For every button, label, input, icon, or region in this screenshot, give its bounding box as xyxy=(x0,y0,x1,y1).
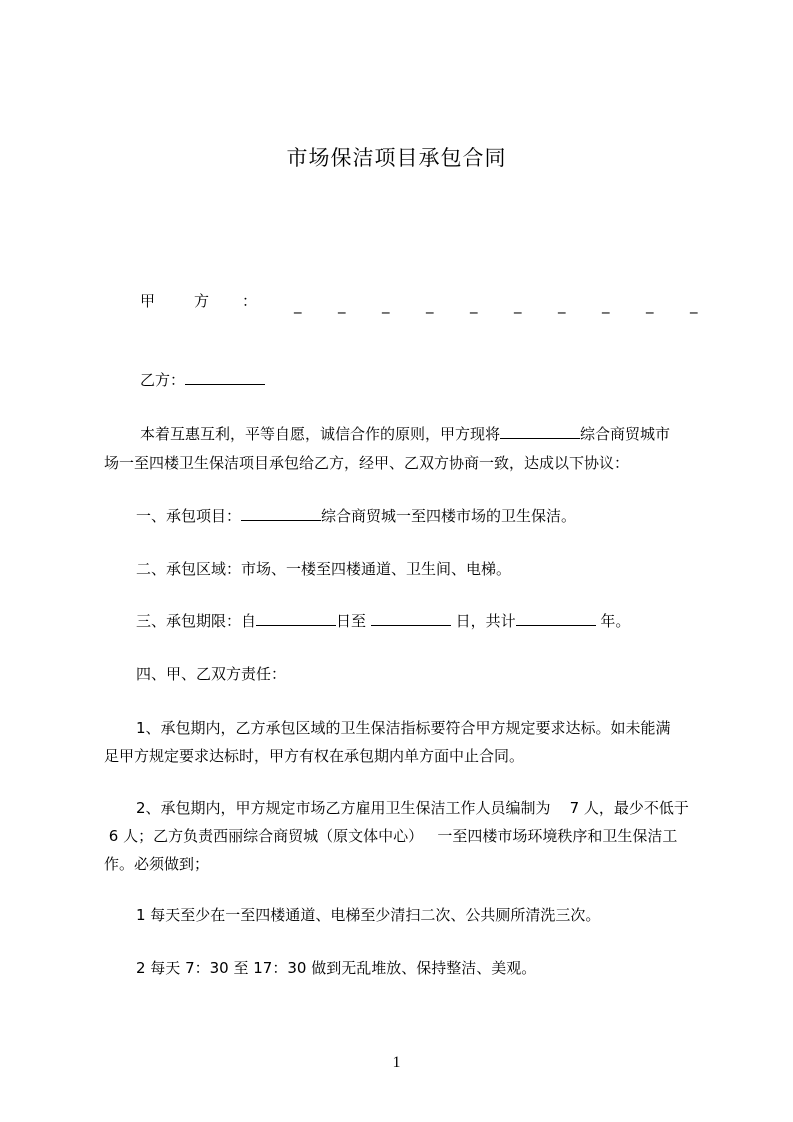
clause-4: 四、甲、乙双方责任： xyxy=(136,665,287,683)
clause-3 xyxy=(136,605,756,638)
item-2-line-2: 6 人；乙方负责西丽综合商贸城（原文体中心） 一至四楼市场环境秩序和卫生保洁工 xyxy=(104,827,678,845)
document-title: 市场保洁项目承包合同 xyxy=(286,146,507,170)
clause-1 xyxy=(136,500,756,533)
party-b-line xyxy=(140,364,760,397)
party-a-line xyxy=(140,288,292,314)
clause-2: 二、承包区域：市场、一楼至四楼通道、卫生间、电梯。 xyxy=(136,560,512,578)
clause-3-total: 日，共计 xyxy=(455,612,516,630)
item-1-line-2: 足甲方规定要求达标时，甲方有权在承包期内单方面中止合同。 xyxy=(104,747,525,765)
clause-3-to: 日至 xyxy=(336,612,367,630)
intro-text-b: 综合商贸城市 xyxy=(580,425,671,443)
clause-3-blank-start xyxy=(256,611,336,626)
party-a-label-1: 甲 xyxy=(140,292,156,310)
page-number: 1 xyxy=(392,1054,401,1071)
party-a-colon: ： xyxy=(242,292,258,310)
intro-blank xyxy=(500,424,580,439)
item-2-line-1: 2、承包期内，甲方规定市场乙方雇用卫生保洁工作人员编制为 7 人，最少不低于 xyxy=(136,799,689,817)
sub-item-1: 1 每天至少在一至四楼通道、电梯至少清扫二次、公共厕所清洗三次。 xyxy=(136,906,601,924)
item-1-line-1: 1、承包期内，乙方承包区域的卫生保洁指标要符合甲方规定要求达标。如未能满 xyxy=(136,719,671,737)
party-a-label-2: 方 xyxy=(194,292,210,310)
clause-3-label: 三、承包期限：自 xyxy=(136,612,257,630)
clause-1-text: 综合商贸城一至四楼市场的卫生保洁。 xyxy=(321,507,577,525)
clause-1-label: 一、承包项目： xyxy=(136,507,242,525)
party-b-label: 乙方： xyxy=(140,371,186,389)
clause-3-year-unit: 年。 xyxy=(600,612,631,630)
intro-text-a: 本着互惠互利，平等自愿，诚信合作的原则，甲方现将 xyxy=(140,425,501,443)
intro-line-2: 场一至四楼卫生保洁项目承包给乙方，经甲、乙双方协商一致，达成以下协议： xyxy=(104,454,630,472)
sub-item-2: 2 每天 7：30 至 17：30 做到无乱堆放、保持整洁、美观。 xyxy=(136,959,537,977)
clause-3-blank-years xyxy=(516,611,596,626)
item-2-line-3: 作。必须做到； xyxy=(104,855,210,873)
party-a-blank-dashes: _ _ _ _ _ _ _ _ _ _ xyxy=(294,296,698,314)
clause-3-blank-end xyxy=(371,611,451,626)
party-b-blank xyxy=(185,370,265,385)
clause-1-blank xyxy=(241,506,321,521)
